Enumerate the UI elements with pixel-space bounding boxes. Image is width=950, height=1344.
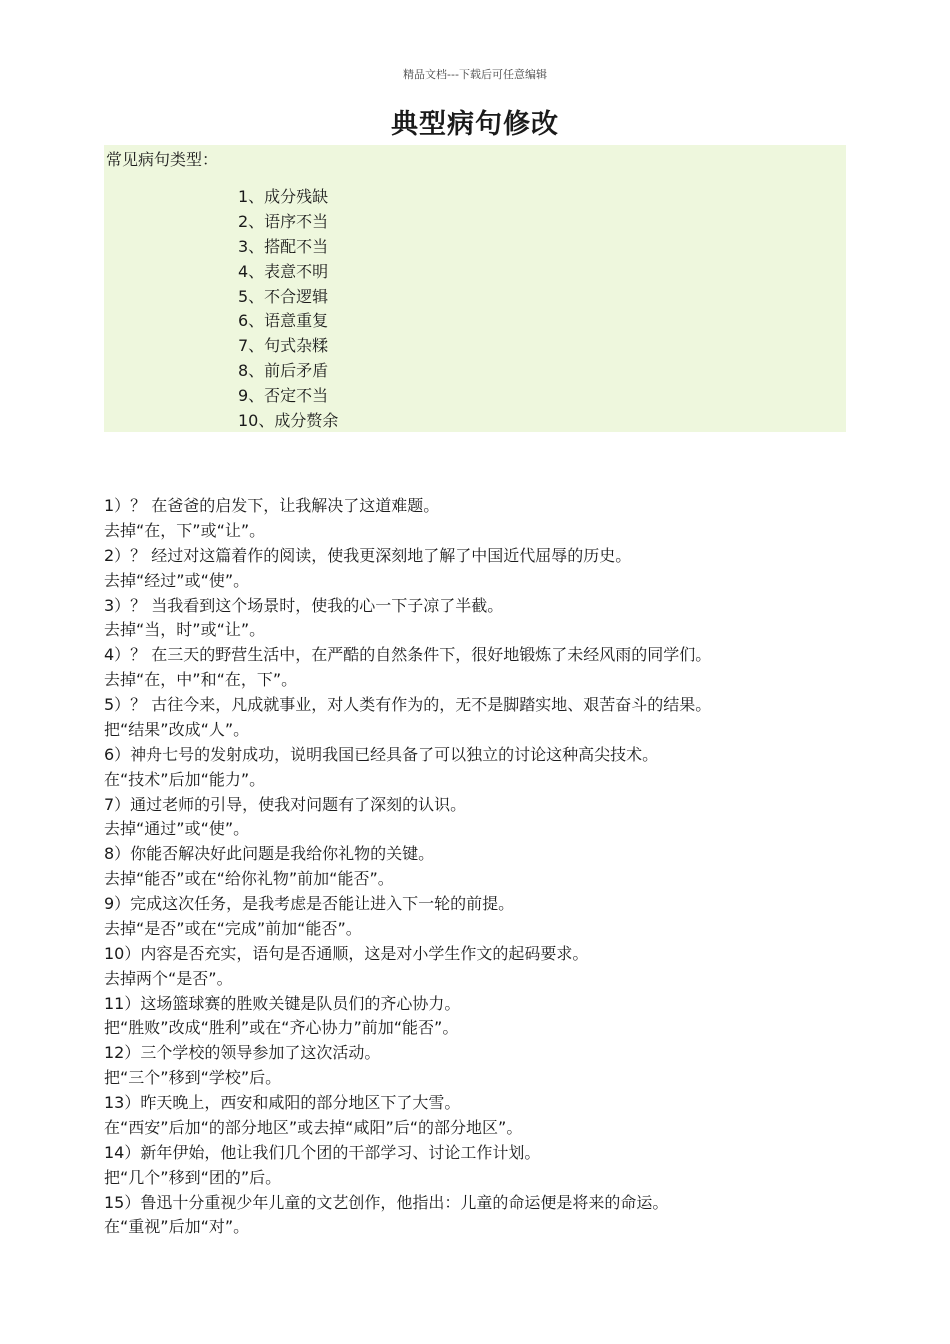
example-sentence: 9）完成这次任务，是我考虑是否能让进入下一轮的前提。 [104, 894, 515, 913]
sentence-types-list [238, 185, 338, 434]
example-fix: 把“三个”移到“学校”后。 [104, 1068, 282, 1088]
example-sentence: 2）？ 经过对这篇着作的阅读，使我更深刻地了解了中国近代屈辱的历史。 [104, 545, 632, 565]
example-fix: 把“几个”移到“团的”后。 [104, 1167, 282, 1187]
example-list [104, 494, 834, 1240]
document-title: 典型病句修改 [391, 109, 559, 140]
example-sentence: 11）这场篮球赛的胜败关键是队员们的齐心协力。 [104, 993, 461, 1013]
type-item: 6、语意重复 [238, 311, 329, 331]
type-item: 7、句式杂糅 [238, 336, 329, 356]
example-sentence: 7）通过老师的引导，使我对问题有了深刻的认识。 [104, 794, 467, 814]
type-item: 4、表意不明 [238, 261, 329, 281]
type-item: 9、否定不当 [238, 386, 329, 406]
type-item: 5、不合逻辑 [238, 286, 329, 306]
example-sentence: 15）鲁迅十分重视少年儿童的文艺创作，他指出：儿童的命运便是将来的命运。 [104, 1192, 669, 1212]
example-sentence: 10）内容是否充实，语句是否通顺，这是对小学生作文的起码要求。 [104, 943, 589, 963]
example-sentence: 8）你能否解决好此问题是我给你礼物的关键。 [104, 844, 435, 864]
example-fix: 把“结果”改成“人”。 [104, 719, 250, 739]
example-sentence: 6）神舟七号的发射成功，说明我国已经具备了可以独立的讨论这种高尖技术。 [104, 744, 659, 764]
example-fix: 去掉“在，中”和“在，下”。 [104, 670, 298, 690]
example-fix: 去掉“通过”或“使”。 [104, 819, 250, 839]
example-fix: 在“西安”后加“的部分地区”或去掉“咸阳”后“的部分地区”。 [104, 1117, 523, 1137]
example-sentence: 3）？ 当我看到这个场景时，使我的心一下子凉了半截。 [104, 595, 504, 615]
example-fix: 把“胜败”改成“胜利”或在“齐心协力”前加“能否”。 [104, 1018, 459, 1038]
page-header: 精品文档---下载后可任意编辑 [403, 68, 547, 81]
type-item: 3、搭配不当 [238, 236, 329, 256]
example-fix: 去掉“当，时”或“让”。 [104, 620, 266, 640]
example-fix: 去掉“经过”或“使”。 [104, 570, 250, 590]
example-sentence: 4）？ 在三天的野营生活中，在严酷的自然条件下，很好地锻炼了未经风雨的同学们。 [104, 645, 712, 665]
type-item: 2、语序不当 [238, 211, 329, 231]
example-fix: 去掉“是否”或在“完成”前加“能否”。 [104, 918, 362, 938]
example-sentence: 5）？ 古往今来，凡成就事业，对人类有作为的，无不是脚踏实地、艰苦奋斗的结果。 [104, 695, 712, 714]
example-fix: 去掉两个“是否”。 [104, 968, 233, 988]
example-fix: 在“重视”后加“对”。 [104, 1217, 250, 1237]
example-sentence: 12）三个学校的领导参加了这次活动。 [104, 1043, 381, 1063]
example-fix: 去掉“在，下”或“让”。 [104, 520, 266, 540]
example-sentence: 1）？ 在爸爸的启发下，让我解决了这道难题。 [104, 496, 440, 515]
sentence-types-box [104, 145, 846, 432]
example-sentence: 13）昨天晚上，西安和咸阳的部分地区下了大雪。 [104, 1093, 461, 1112]
type-item: 10、成分赘余 [238, 411, 339, 431]
sentence-types-heading: 常见病句类型： [106, 150, 219, 169]
example-fix: 在“技术”后加“能力”。 [104, 769, 266, 789]
example-fix: 去掉“能否”或在“给你礼物”前加“能否”。 [104, 869, 394, 889]
type-item: 1、成分残缺 [238, 187, 329, 206]
type-item: 8、前后矛盾 [238, 361, 329, 381]
example-sentence: 14）新年伊始，他让我们几个团的干部学习、讨论工作计划。 [104, 1142, 541, 1162]
